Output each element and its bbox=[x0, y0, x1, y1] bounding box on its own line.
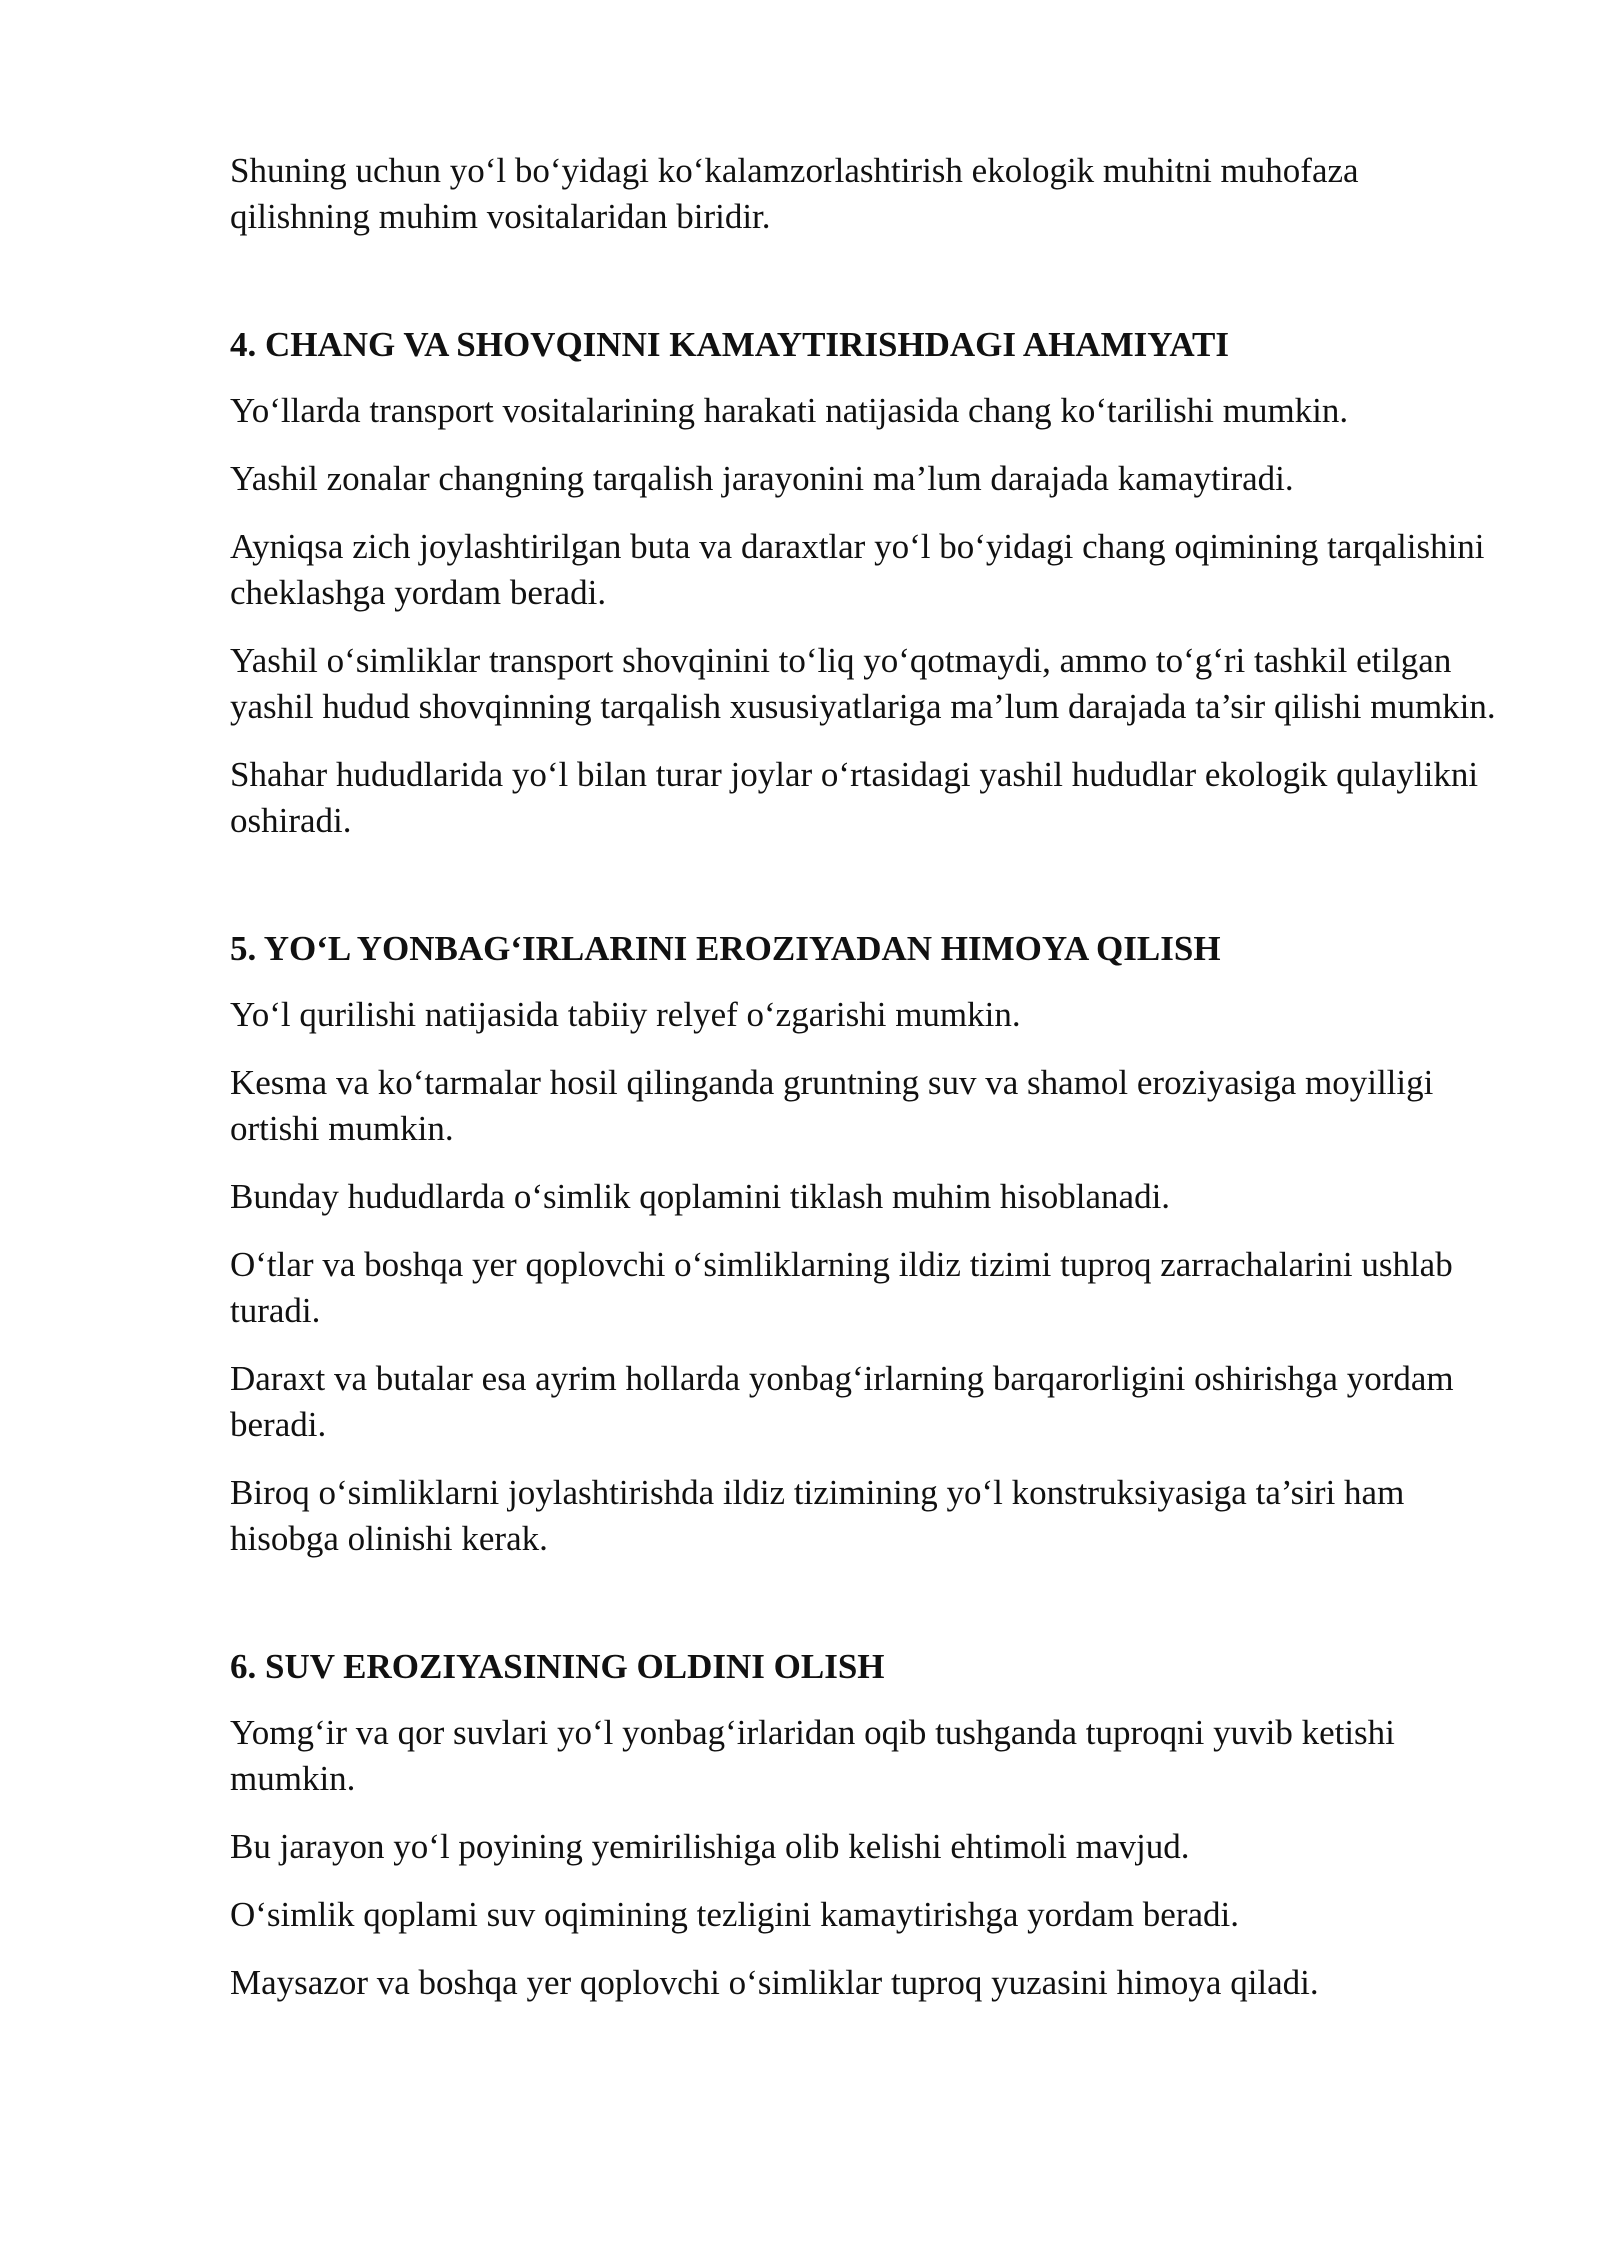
paragraph: Bunday hududlarda o‘simlik qoplamini tiklash muhim hisoblanadi. bbox=[230, 1177, 1171, 1216]
intro-paragraph: Shuning uchun yo‘l bo‘yidagi ko‘kalamzorlashtirish ekologik muhitni muhofaza qilishning muhim vositalaridan biridir. bbox=[230, 151, 1359, 236]
paragraph: Yo‘llarda transport vositalarining harakati natijasida chang ko‘tarilishi mumkin. bbox=[230, 391, 1349, 430]
paragraph: Maysazor va boshqa yer qoplovchi o‘simliklar tuproq yuzasini himoya qiladi. bbox=[230, 1963, 1319, 2002]
section-title: 5. YO‘L YONBAG‘IRLARINI EROZIYADAN HIMOYA QILISH bbox=[230, 929, 1221, 968]
section-4 bbox=[230, 322, 1500, 844]
section-title: 4. CHANG VA SHOVQINNI KAMAYTIRISHDAGI AHAMIYATI bbox=[230, 325, 1229, 364]
paragraph: O‘simlik qoplami suv oqimining tezligini kamaytirishga yordam beradi. bbox=[230, 1895, 1240, 1934]
paragraph: Daraxt va butalar esa ayrim hollarda yonbag‘irlarning barqarorligini oshirishga yordam beradi. bbox=[230, 1359, 1454, 1444]
paragraph: Biroq o‘simliklarni joylashtirishda ildiz tizimining yo‘l konstruksiyasiga ta’siri ham hisobga olinishi kerak. bbox=[230, 1473, 1405, 1558]
paragraph: Ayniqsa zich joylashtirilgan buta va daraxtlar yo‘l bo‘yidagi chang oqimining tarqalishini cheklashga yordam beradi. bbox=[230, 527, 1485, 612]
document-page bbox=[230, 148, 1500, 2028]
paragraph: Shahar hududlarida yo‘l bilan turar joylar o‘rtasidagi yashil hududlar ekologik qulaylikni oshiradi. bbox=[230, 755, 1479, 840]
paragraph: Yo‘l qurilishi natijasida tabiiy relyef o‘zgarishi mumkin. bbox=[230, 995, 1021, 1034]
paragraph: O‘tlar va boshqa yer qoplovchi o‘simliklarning ildiz tizimi tuproq zarrachalarini ushlab turadi. bbox=[230, 1245, 1453, 1330]
section-5 bbox=[230, 926, 1500, 1562]
paragraph: Yashil o‘simliklar transport shovqinini to‘liq yo‘qotmaydi, ammo to‘g‘ri tashkil etilgan yashil hudud shovqinning tarqalish xususiyatlariga ma’lum darajada ta’sir qilishi mumkin. bbox=[230, 641, 1496, 726]
paragraph: Bu jarayon yo‘l poyining yemirilishiga olib kelishi ehtimoli mavjud. bbox=[230, 1827, 1190, 1866]
paragraph: Yomg‘ir va qor suvlari yo‘l yonbag‘irlaridan oqib tushganda tuproqni yuvib ketishi mumkin. bbox=[230, 1713, 1395, 1798]
section-title: 6. SUV EROZIYASINING OLDINI OLISH bbox=[230, 1647, 885, 1686]
paragraph: Yashil zonalar changning tarqalish jarayonini ma’lum darajada kamaytiradi. bbox=[230, 459, 1294, 498]
section-6 bbox=[230, 1644, 1500, 2006]
paragraph: Kesma va ko‘tarmalar hosil qilinganda gruntning suv va shamol eroziyasiga moyilligi ortishi mumkin. bbox=[230, 1063, 1434, 1148]
